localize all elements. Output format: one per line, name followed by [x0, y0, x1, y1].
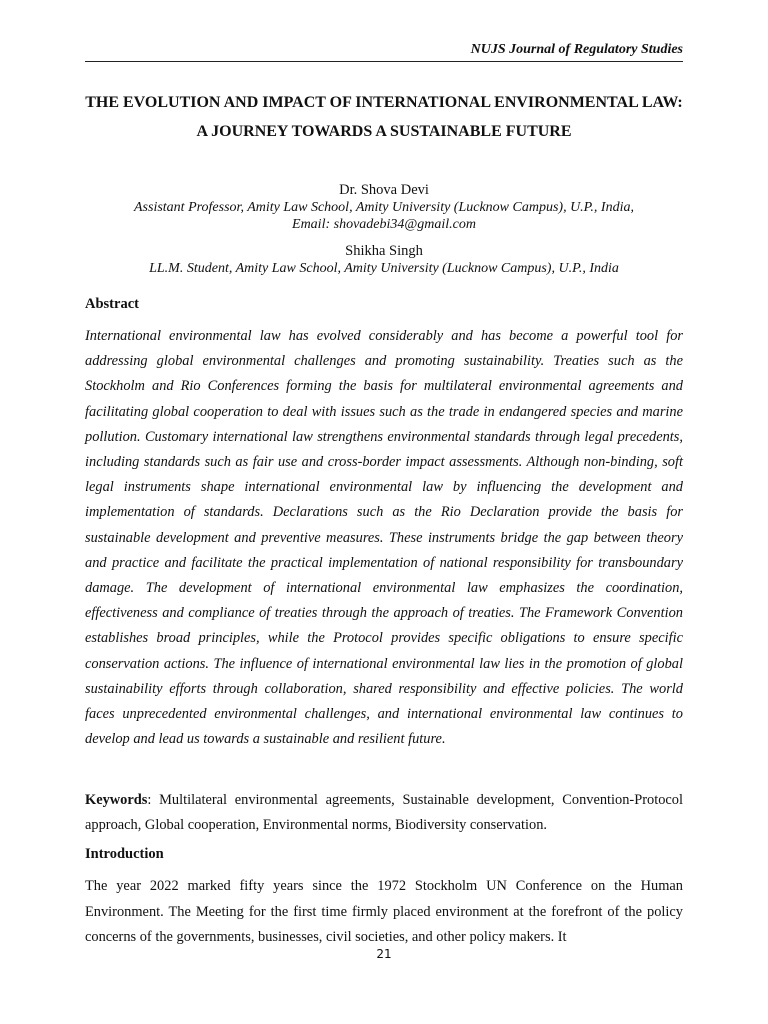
author-affiliation: Assistant Professor, Amity Law School, Amity University (Lucknow Campus), U.P., India, [134, 200, 634, 215]
author-block-1 [85, 182, 683, 233]
running-header: NUJS Journal of Regulatory Studies [85, 42, 683, 62]
keywords-label: Keywords [85, 792, 148, 808]
keywords-paragraph [85, 788, 683, 838]
introduction-heading: Introduction [85, 846, 164, 862]
author-affiliation: LL.M. Student, Amity Law School, Amity University (Lucknow Campus), U.P., India [149, 261, 619, 276]
abstract-text: International environmental law has evolved considerably and has become a powerful tool for addressing global environmental challenges and promoting sustainability. Treaties such as the Stockholm and Rio Conferences forming the basis for multilateral environmental agreements and facilitating global cooperation to deal with issues such as the trade in endangered species and marine pollution. Customary international law strengthens environmental standards through legal precedents, including standards such as fair use and cross-border impact assessments. Although non-binding, soft legal instruments shape international environmental law by influencing the development and implementation of standards. Declarations such as the Rio Declaration provide the basis for sustainable development and preventive measures. These instruments bridge the gap between theory and practice and facilitate the practical implementation of national responsibility for transboundary damage. The development of international environmental law emphasizes the coordination, effectiveness and compliance of treaties through the approach of treaties. The Framework Convention establishes broad principles, while the Protocol provides specific obligations to ensure specific conservation actions. The influence of international environmental law lies in the promotion of global sustainability efforts through collaboration, shared responsibility and effective policies. The world faces unprecedented environmental challenges, and international environmental law continues to develop and lead us towards a sustainable and resilient future. [85, 328, 683, 748]
article-title: THE EVOLUTION AND IMPACT OF INTERNATIONAL ENVIRONMENTAL LAW: A JOURNEY TOWARDS A SUSTAINABLE FUTURE [85, 94, 683, 140]
abstract-heading: Abstract [85, 296, 139, 312]
keywords-list: : Multilateral environmental agreements, Sustainable development, Convention-Protocol approach, Global cooperation, Environmental norms, Biodiversity conservation. [85, 792, 683, 833]
author-name: Dr. Shova Devi [339, 182, 429, 198]
author-block-2 [85, 243, 683, 277]
author-email: Email: shovadebi34@gmail.com [292, 217, 476, 232]
author-name: Shikha Singh [345, 243, 423, 259]
page-number: 21 [376, 947, 392, 961]
introduction-text: The year 2022 marked fifty years since the 1972 Stockholm UN Conference on the Human Environment. The Meeting for the first time firmly placed environment at the forefront of the policy concerns of the governments, businesses, civil societies, and other policy makers. It [85, 878, 683, 945]
